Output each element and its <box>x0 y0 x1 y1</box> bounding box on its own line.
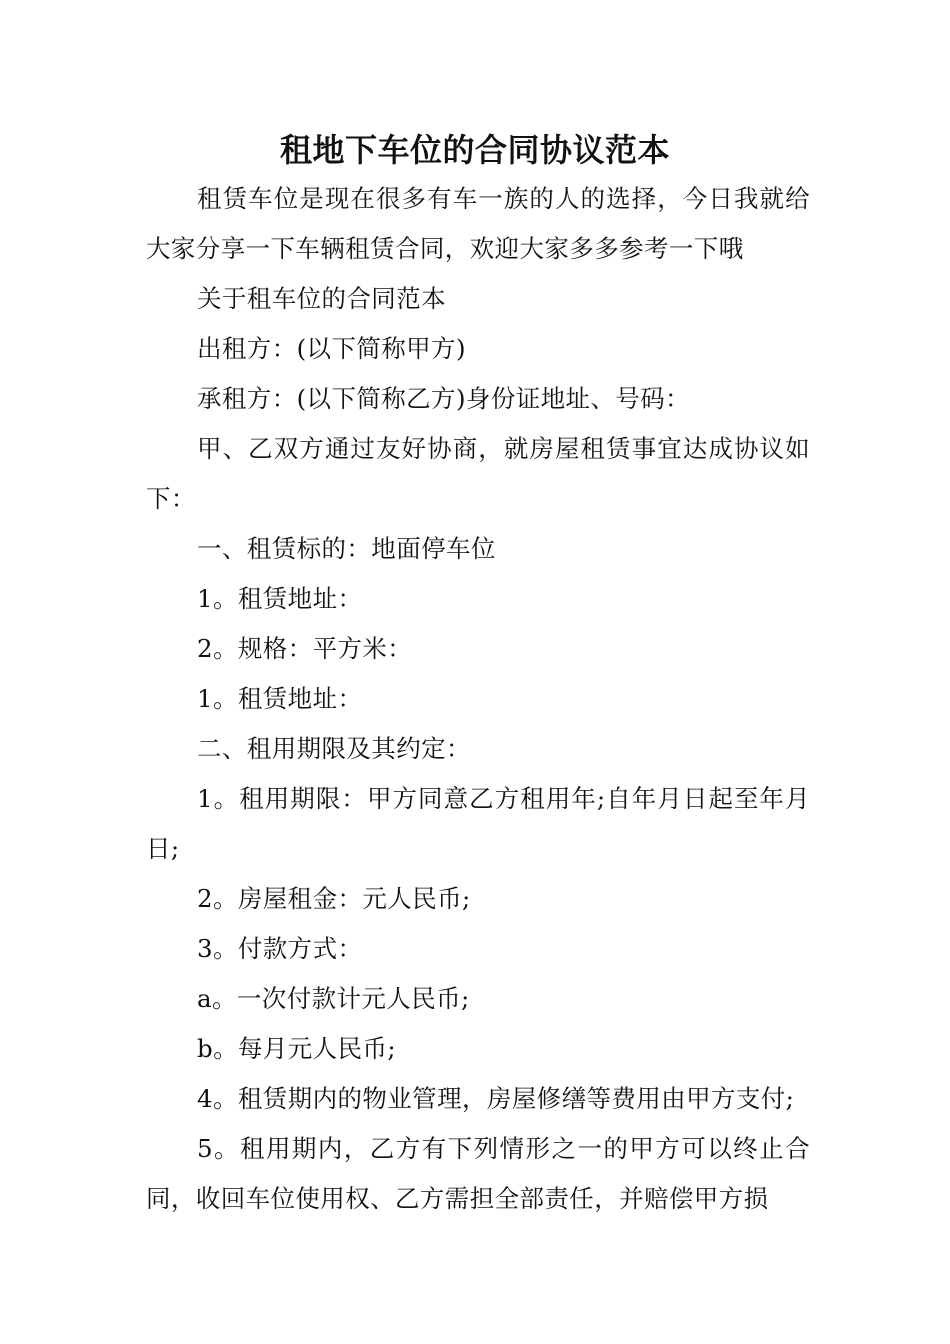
agreement-paragraph: 甲、乙双方通过友好协商，就房屋租赁事宜达成协议如下： <box>146 434 810 513</box>
clause-heading: 一、租赁标的：地面停车位 <box>197 534 496 563</box>
clause-item: a。一次付款计元人民币; <box>197 984 470 1013</box>
clause-item: 3。付款方式： <box>197 934 363 963</box>
clause-item: 2。房屋租金：元人民币; <box>197 884 471 913</box>
clause-item: 4。租赁期内的物业管理，房屋修缮等费用由甲方支付; <box>197 1084 795 1113</box>
lessee-line: 承租方：(以下简称乙方)身份证地址、号码： <box>197 384 691 413</box>
section-heading: 关于租车位的合同范本 <box>197 284 446 313</box>
clause-item: b。每月元人民币; <box>197 1034 397 1063</box>
clause-heading: 二、租用期限及其约定： <box>197 734 471 763</box>
clause-item: 1。租赁地址： <box>197 684 363 713</box>
clause-item: 1。租赁地址： <box>197 584 363 613</box>
intro-paragraph: 租赁车位是现在很多有车一族的人的选择，今日我就给大家分享一下车辆租赁合同，欢迎大家多多参考一下哦 <box>146 184 810 263</box>
clause-item: 5。租用期内，乙方有下列情形之一的甲方可以终止合同，收回车位使用权、乙方需担全部责任，并赔偿甲方损 <box>146 1134 810 1213</box>
clause-item: 1。租用期限：甲方同意乙方租用年;自年月日起至年月日; <box>146 784 810 863</box>
clause-item: 2。规格：平方米： <box>197 634 413 663</box>
document-body <box>146 174 810 1224</box>
document-title: 租地下车位的合同协议范本 <box>279 131 670 169</box>
lessor-line: 出租方：(以下简称甲方) <box>197 334 466 363</box>
